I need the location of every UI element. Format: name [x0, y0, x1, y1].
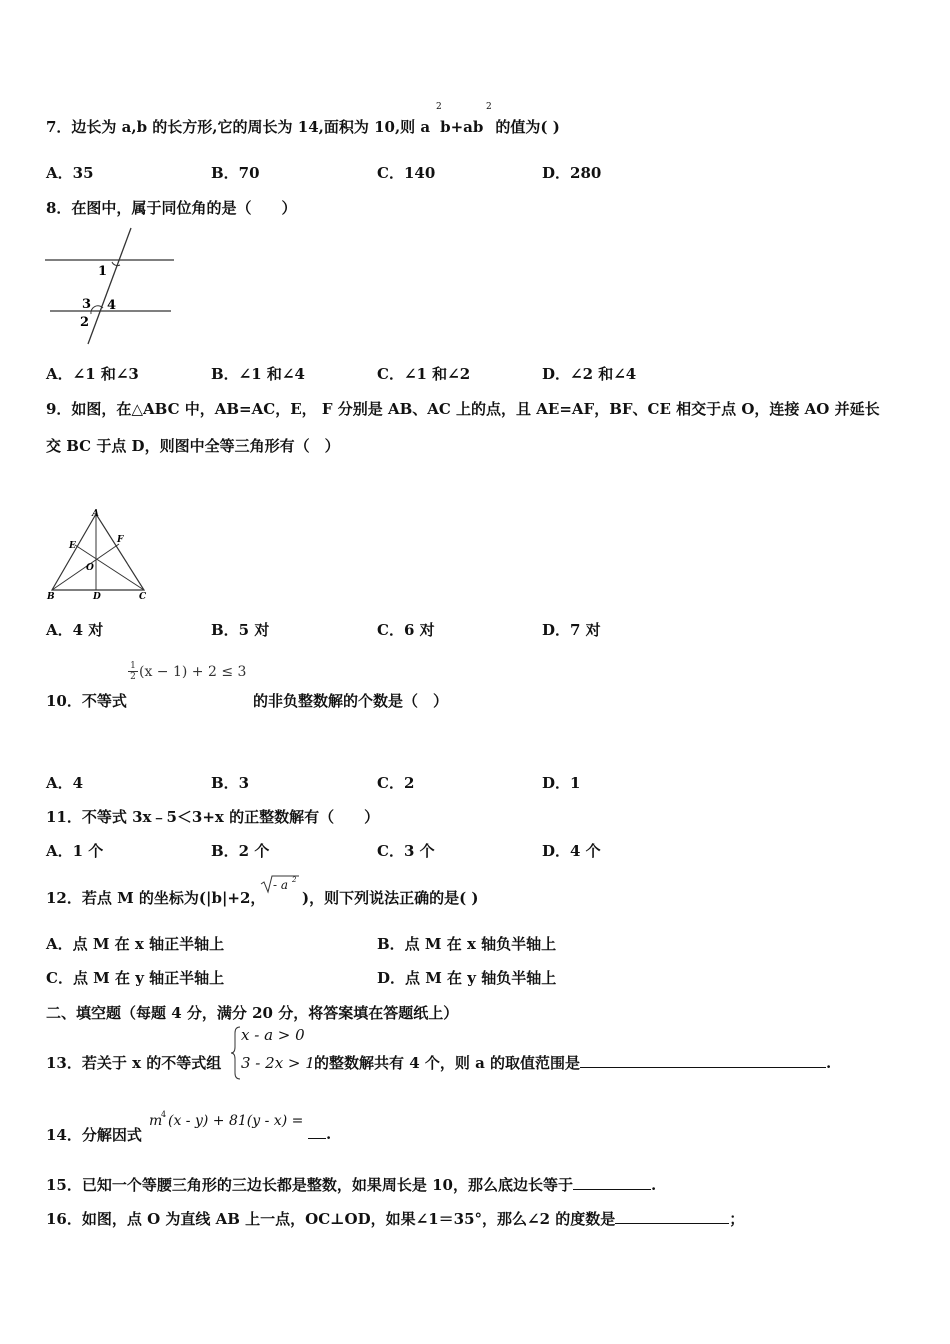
q8-option-a: A．∠1 和∠3 [46, 365, 139, 383]
question-14-pre: 14．分解因式 [46, 1126, 142, 1144]
q9-option-c: C．6 对 [377, 621, 435, 639]
q8-option-b: B．∠1 和∠4 [211, 365, 305, 383]
question-10-post: 的非负整数解的个数是（ ） [253, 692, 449, 710]
q10-fraction [128, 661, 138, 682]
q9-option-d: D．7 对 [542, 621, 601, 639]
question-8: 8．在图中，属于同位角的是（ ） [46, 199, 297, 217]
q10-option-b: B．3 [211, 774, 250, 792]
q9-label-d: D [93, 592, 101, 602]
q15-end: . [650, 1176, 657, 1194]
q10-option-d: D．1 [542, 774, 581, 792]
q7-option-a: A．35 [46, 164, 94, 182]
question-11: 11．不等式 3x﹣5＜3+x 的正整数解有（ ） [46, 808, 380, 826]
q9-figure [44, 506, 156, 602]
q8-label-4: 4 [107, 298, 117, 313]
q9-label-o: O [86, 563, 94, 573]
q7-sup-2: 2 [486, 102, 492, 112]
q15-text: 15．已知一个等腰三角形的三边长都是整数，如果周长是 10，那么底边长等于 [46, 1176, 573, 1194]
q10-formula: (x − 1) + 2 ≤ 3 [139, 664, 247, 680]
q12-formula-sup: 2 [292, 876, 297, 884]
q11-option-d: D．4 个 [542, 842, 601, 860]
q12-formula: - a [273, 878, 289, 892]
question-10-pre: 10．不等式 [46, 692, 127, 710]
q16-end: ； [729, 1210, 745, 1228]
q13-system-2: 3 - 2x > 1 [241, 1054, 315, 1072]
q13-answer-blank[interactable] [580, 1053, 826, 1068]
q7-text-post: 的值为( ) [495, 118, 560, 136]
q12-option-a: A．点 M 在 x 轴正半轴上 [46, 935, 225, 953]
q14-answer-blank[interactable] [308, 1124, 326, 1139]
question-12-pre: 12．若点 M 的坐标为(|b|+2， [46, 889, 266, 907]
q14-answer [308, 1124, 331, 1143]
q7-option-c: C．140 [377, 164, 436, 182]
q13-end: . [826, 1054, 832, 1072]
question-13-post [314, 1052, 831, 1073]
q8-option-c: C．∠1 和∠2 [377, 365, 471, 383]
question-15 [46, 1174, 656, 1195]
q8-label-2: 2 [80, 315, 90, 330]
q14-formula-m: m [149, 1113, 163, 1129]
q13-text-post: 的整数解共有 4 个，则 a 的取值范围是 [314, 1054, 581, 1072]
q9-label-a: A [92, 509, 99, 519]
question-9-line-1: 9．如图，在△ABC 中，AB=AC，E， F 分别是 AB、AC 上的点，且 AE=AF，BF、CE 相交于点 O，连接 AO 并延长 [46, 400, 880, 418]
q7-text-mid: b+ab [440, 118, 484, 136]
q14-formula-rest: (x - y) + 81(y - x) = [168, 1113, 304, 1129]
q16-text: 16．如图，点 O 为直线 AB 上一点，OC⊥OD，如果∠1＝35°，那么∠2 的度数是 [46, 1210, 616, 1228]
question-9-line-2: 交 BC 于点 D，则图中全等三角形有（ ） [46, 437, 340, 455]
q9-label-e: E [69, 541, 76, 551]
q15-answer-blank[interactable] [573, 1175, 651, 1190]
q12-option-d: D．点 M 在 y 轴负半轴上 [377, 969, 557, 987]
q9-option-a: A．4 对 [46, 621, 104, 639]
question-7 [46, 116, 560, 137]
q7-option-b: B．70 [211, 164, 260, 182]
q11-option-b: B．2 个 [211, 842, 270, 860]
question-16 [46, 1208, 744, 1229]
question-12-post: )，则下列说法正确的是( ) [302, 889, 479, 907]
q14-formula-sup: 4 [161, 1110, 167, 1119]
q7-option-d: D．280 [542, 164, 602, 182]
q13-system-1: x - a > 0 [241, 1026, 305, 1044]
question-13-pre: 13．若关于 x 的不等式组 [46, 1054, 222, 1072]
q10-frac-num: 1 [128, 661, 138, 672]
q7-text-pre: 7．边长为 a,b 的长方形,它的周长为 14,面积为 10,则 a [46, 118, 431, 136]
q10-option-c: C．2 [377, 774, 415, 792]
q8-option-d: D．∠2 和∠4 [542, 365, 637, 383]
q9-label-c: C [139, 592, 147, 602]
q9-label-f: F [117, 535, 124, 545]
q12-option-c: C．点 M 在 y 轴正半轴上 [46, 969, 225, 987]
q8-label-1: 1 [98, 264, 108, 279]
q8-label-3: 3 [82, 297, 92, 312]
q12-option-b: B．点 M 在 x 轴负半轴上 [377, 935, 557, 953]
q9-option-b: B．5 对 [211, 621, 270, 639]
q10-frac-den: 2 [130, 672, 136, 682]
q8-figure [40, 222, 185, 350]
section-2-heading: 二、填空题（每题 4 分，满分 20 分，将答案填在答题纸上） [46, 1004, 459, 1022]
q16-answer-blank[interactable] [615, 1209, 729, 1224]
q7-sup-1: 2 [436, 102, 442, 112]
q11-option-a: A．1 个 [46, 842, 104, 860]
q9-label-b: B [47, 592, 55, 602]
q11-option-c: C．3 个 [377, 842, 435, 860]
q10-option-a: A．4 [46, 774, 84, 792]
q14-end: . [326, 1125, 332, 1143]
